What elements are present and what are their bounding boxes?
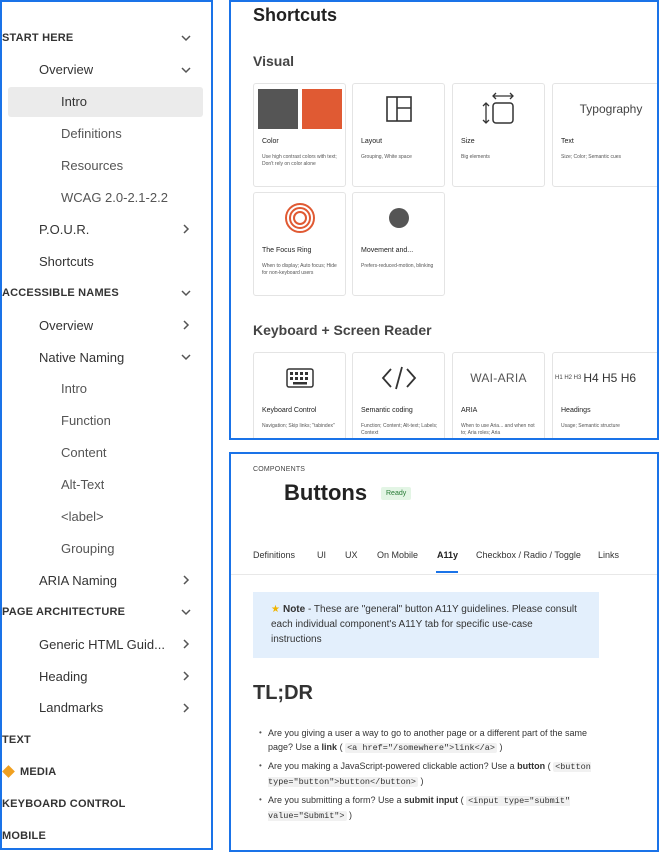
sidebar-nav [0, 0, 213, 850]
card-title: Keyboard Control [262, 407, 317, 414]
headings-icon [553, 353, 659, 403]
card-title: Semantic coding [361, 407, 413, 414]
chevron-right-icon[interactable] [179, 573, 193, 587]
card-color[interactable] [253, 83, 346, 187]
sidebar-item-label: Generic HTML Guid... [39, 636, 165, 652]
card-desc: Prefers-reduced-motion, blinking [361, 263, 434, 269]
tab-ui[interactable]: UI [317, 550, 326, 560]
bullet-paren: ( [458, 795, 467, 805]
sidebar-item[interactable] [8, 87, 203, 117]
sidebar-item-label: Definitions [61, 126, 122, 142]
card-keyboard-control[interactable] [253, 352, 346, 440]
sidebar-item-label: PAGE ARCHITECTURE [2, 606, 126, 619]
tab-bar [253, 544, 657, 572]
sidebar-item[interactable] [2, 693, 211, 723]
card-size[interactable] [452, 83, 545, 187]
bullet-paren: ) [346, 810, 353, 820]
chevron-down-icon[interactable] [179, 605, 193, 619]
bullet-paren: ( [545, 761, 554, 771]
card-desc: Function; Content; Alt-text; Labels; Context [361, 423, 438, 436]
code-snippet: <a href="/somewhere">link</a> [347, 743, 495, 753]
card-movement[interactable] [352, 192, 445, 296]
sidebar-item[interactable] [2, 55, 211, 85]
sidebar-item-label: MOBILE [2, 829, 46, 842]
card-aria[interactable] [452, 352, 545, 440]
headings-big: H4 H5 H6 [583, 371, 637, 385]
card-title: The Focus Ring [262, 247, 312, 254]
sidebar-item[interactable] [2, 406, 211, 436]
tabs-divider [231, 574, 657, 575]
card-desc: Use high contrast colors with text; Don't rely on color alone [262, 154, 337, 167]
layout-icon [353, 84, 444, 134]
page-title: Buttons [284, 480, 368, 505]
sidebar-item[interactable] [2, 310, 211, 340]
sidebar-item[interactable] [2, 661, 211, 691]
sidebar-item-label: Content [61, 445, 107, 461]
swatch-dark [258, 89, 298, 129]
tab-a11y[interactable]: A11y [437, 550, 459, 560]
sidebar-item-label: Resources [61, 158, 124, 174]
list-item [259, 726, 599, 755]
list-item [259, 793, 599, 823]
bullet-paren: ) [417, 776, 424, 786]
sidebar-item[interactable] [2, 151, 211, 181]
sidebar-item[interactable] [2, 23, 211, 53]
buttons-panel [229, 452, 659, 852]
typography-thumb-text: Typography [579, 102, 643, 116]
note-text: - These are "general" button A11Y guidelines. Please consult each individual component's A11Y tab for specific use-case instructions [271, 604, 577, 645]
card-title: Text [561, 138, 574, 145]
sidebar-item[interactable] [2, 533, 211, 563]
chevron-right-icon[interactable] [179, 637, 193, 651]
bullet-paren: ( [337, 742, 346, 752]
tab-definitions[interactable]: Definitions [253, 550, 296, 560]
sidebar-item[interactable] [2, 183, 211, 213]
card-title: ARIA [461, 407, 478, 414]
status-badge: Ready [381, 487, 411, 500]
sidebar-item-label: Intro [61, 94, 88, 110]
sidebar-item[interactable] [2, 246, 211, 276]
chevron-right-icon[interactable] [179, 701, 193, 715]
sidebar-item[interactable] [2, 374, 211, 404]
sidebar-item[interactable] [2, 725, 211, 755]
card-semantic-coding[interactable] [352, 352, 445, 440]
sidebar-item[interactable] [2, 214, 211, 244]
note-label: Note [282, 604, 306, 615]
card-desc: Navigation; Skip links; "tabindex" [262, 423, 335, 429]
chevron-down-icon[interactable] [179, 286, 193, 300]
star-icon: ★ [271, 604, 280, 615]
tab-checkbox-radio-toggle[interactable]: Checkbox / Radio / Toggle [476, 550, 581, 560]
sidebar-item-label: WCAG 2.0-2.1-2.2 [61, 190, 168, 205]
swatch-orange [302, 89, 342, 129]
sidebar-item[interactable] [2, 278, 211, 308]
sidebar-item-label: ACCESSIBLE NAMES [2, 287, 119, 300]
bullet-bold: button [517, 761, 546, 771]
sidebar-item[interactable] [2, 565, 211, 595]
tab-on-mobile[interactable]: On Mobile [377, 550, 419, 560]
sidebar-item-label: Shortcuts [39, 253, 94, 269]
card-focus-ring[interactable] [253, 192, 346, 296]
breadcrumb[interactable]: COMPONENTS [253, 466, 306, 473]
wai-aria-icon [453, 353, 544, 403]
sidebar-item-label: P.O.U.R. [39, 221, 90, 237]
resize-icon [453, 84, 544, 134]
chevron-right-icon[interactable] [179, 222, 193, 236]
code-snippet: <input type="submit" value="Submit"> [268, 796, 571, 821]
sidebar-item-label: Heading [39, 668, 88, 684]
card-desc: Size; Color; Semantic cues [561, 154, 622, 160]
sidebar-item-label: TEXT [2, 733, 31, 746]
bullet-text: Are you making a JavaScript-powered clickable action? Use a [268, 761, 518, 771]
card-headings[interactable] [552, 352, 659, 440]
sidebar-item-label: START HERE [2, 32, 74, 44]
sidebar-item-label: Intro [61, 381, 88, 397]
shortcuts-panel [229, 0, 659, 440]
sidebar-item-label: ARIA Naming [39, 572, 118, 588]
tldr-heading: TL;DR [253, 682, 313, 704]
bullet-bold: submit input [404, 795, 459, 805]
keyboard-icon [254, 353, 345, 403]
card-desc: When to display; Auto focus; Hide for non-keyboard users [262, 263, 337, 276]
code-snippet: <button type="button">button</button> [268, 762, 591, 787]
tab-ux[interactable]: UX [345, 550, 358, 560]
sidebar-item[interactable] [2, 342, 211, 372]
sidebar-item[interactable] [2, 597, 211, 627]
bullet-paren: ) [497, 742, 503, 752]
keyboard-heading: Keyboard + Screen Reader [253, 322, 432, 338]
sidebar-item-label: Overview [39, 317, 94, 333]
visual-heading: Visual [253, 53, 294, 69]
card-title: Color [262, 138, 279, 145]
card-title: Headings [561, 407, 591, 414]
color-swatches-icon [254, 84, 345, 134]
chevron-down-icon[interactable] [179, 350, 193, 364]
chevron-right-icon[interactable] [179, 669, 193, 683]
sidebar-item-label: Landmarks [39, 700, 104, 716]
list-item [259, 759, 599, 789]
headings-small: H1 H2 H3 [555, 375, 582, 381]
sidebar-item-label: Function [61, 413, 111, 429]
chevron-right-icon[interactable] [179, 318, 193, 332]
typography-icon [553, 84, 659, 134]
tldr-list [259, 726, 599, 827]
card-text[interactable] [552, 83, 659, 187]
bullet-text: Are you giving a user a way to go to another page or a different part of the same page? Use a [268, 728, 588, 752]
card-title: Size [461, 138, 475, 145]
circle-icon [353, 193, 444, 243]
sidebar-item-label: Grouping [61, 540, 115, 556]
card-desc: Big elements [461, 154, 490, 160]
sidebar-item[interactable] [2, 789, 211, 819]
sidebar-item-label: Overview [39, 62, 94, 78]
shortcuts-title: Shortcuts [253, 5, 338, 25]
wai-aria-thumb-text: WAI-ARIA [470, 371, 527, 385]
card-desc: When to use Aria... and when not to; Aria roles; Aria [461, 423, 535, 436]
focus-ring-icon [254, 193, 345, 243]
sidebar-item[interactable] [2, 757, 211, 787]
note-callout [253, 592, 599, 658]
card-title: Layout [361, 138, 383, 145]
code-icon [353, 353, 444, 403]
tab-links[interactable]: Links [598, 550, 620, 560]
sidebar-item-label: Native Naming [39, 349, 125, 365]
sidebar-item-label: Alt-Text [61, 477, 105, 493]
sidebar-item-label: <label> [61, 509, 104, 524]
sidebar-item[interactable] [2, 438, 211, 468]
sidebar-item[interactable] [2, 119, 211, 149]
card-desc: Usage; Semantic structure [561, 423, 620, 429]
sidebar-item[interactable] [2, 470, 211, 500]
sidebar-item-label: KEYBOARD CONTROL [2, 797, 126, 810]
sidebar-item[interactable] [2, 502, 211, 532]
bullet-text: Are you submitting a form? Use a [268, 795, 405, 805]
card-layout[interactable] [352, 83, 445, 187]
active-tab-indicator [436, 571, 458, 573]
chevron-down-icon[interactable] [179, 31, 193, 45]
chevron-down-icon[interactable] [179, 63, 193, 77]
bullet-bold: link [321, 742, 338, 752]
sidebar-item[interactable] [2, 629, 211, 659]
card-desc: Grouping, White space [361, 154, 412, 160]
diamond-icon [2, 765, 15, 778]
sidebar-item[interactable] [2, 821, 211, 851]
sidebar-item-label: MEDIA [20, 765, 57, 778]
card-title: Movement and... [361, 247, 414, 254]
